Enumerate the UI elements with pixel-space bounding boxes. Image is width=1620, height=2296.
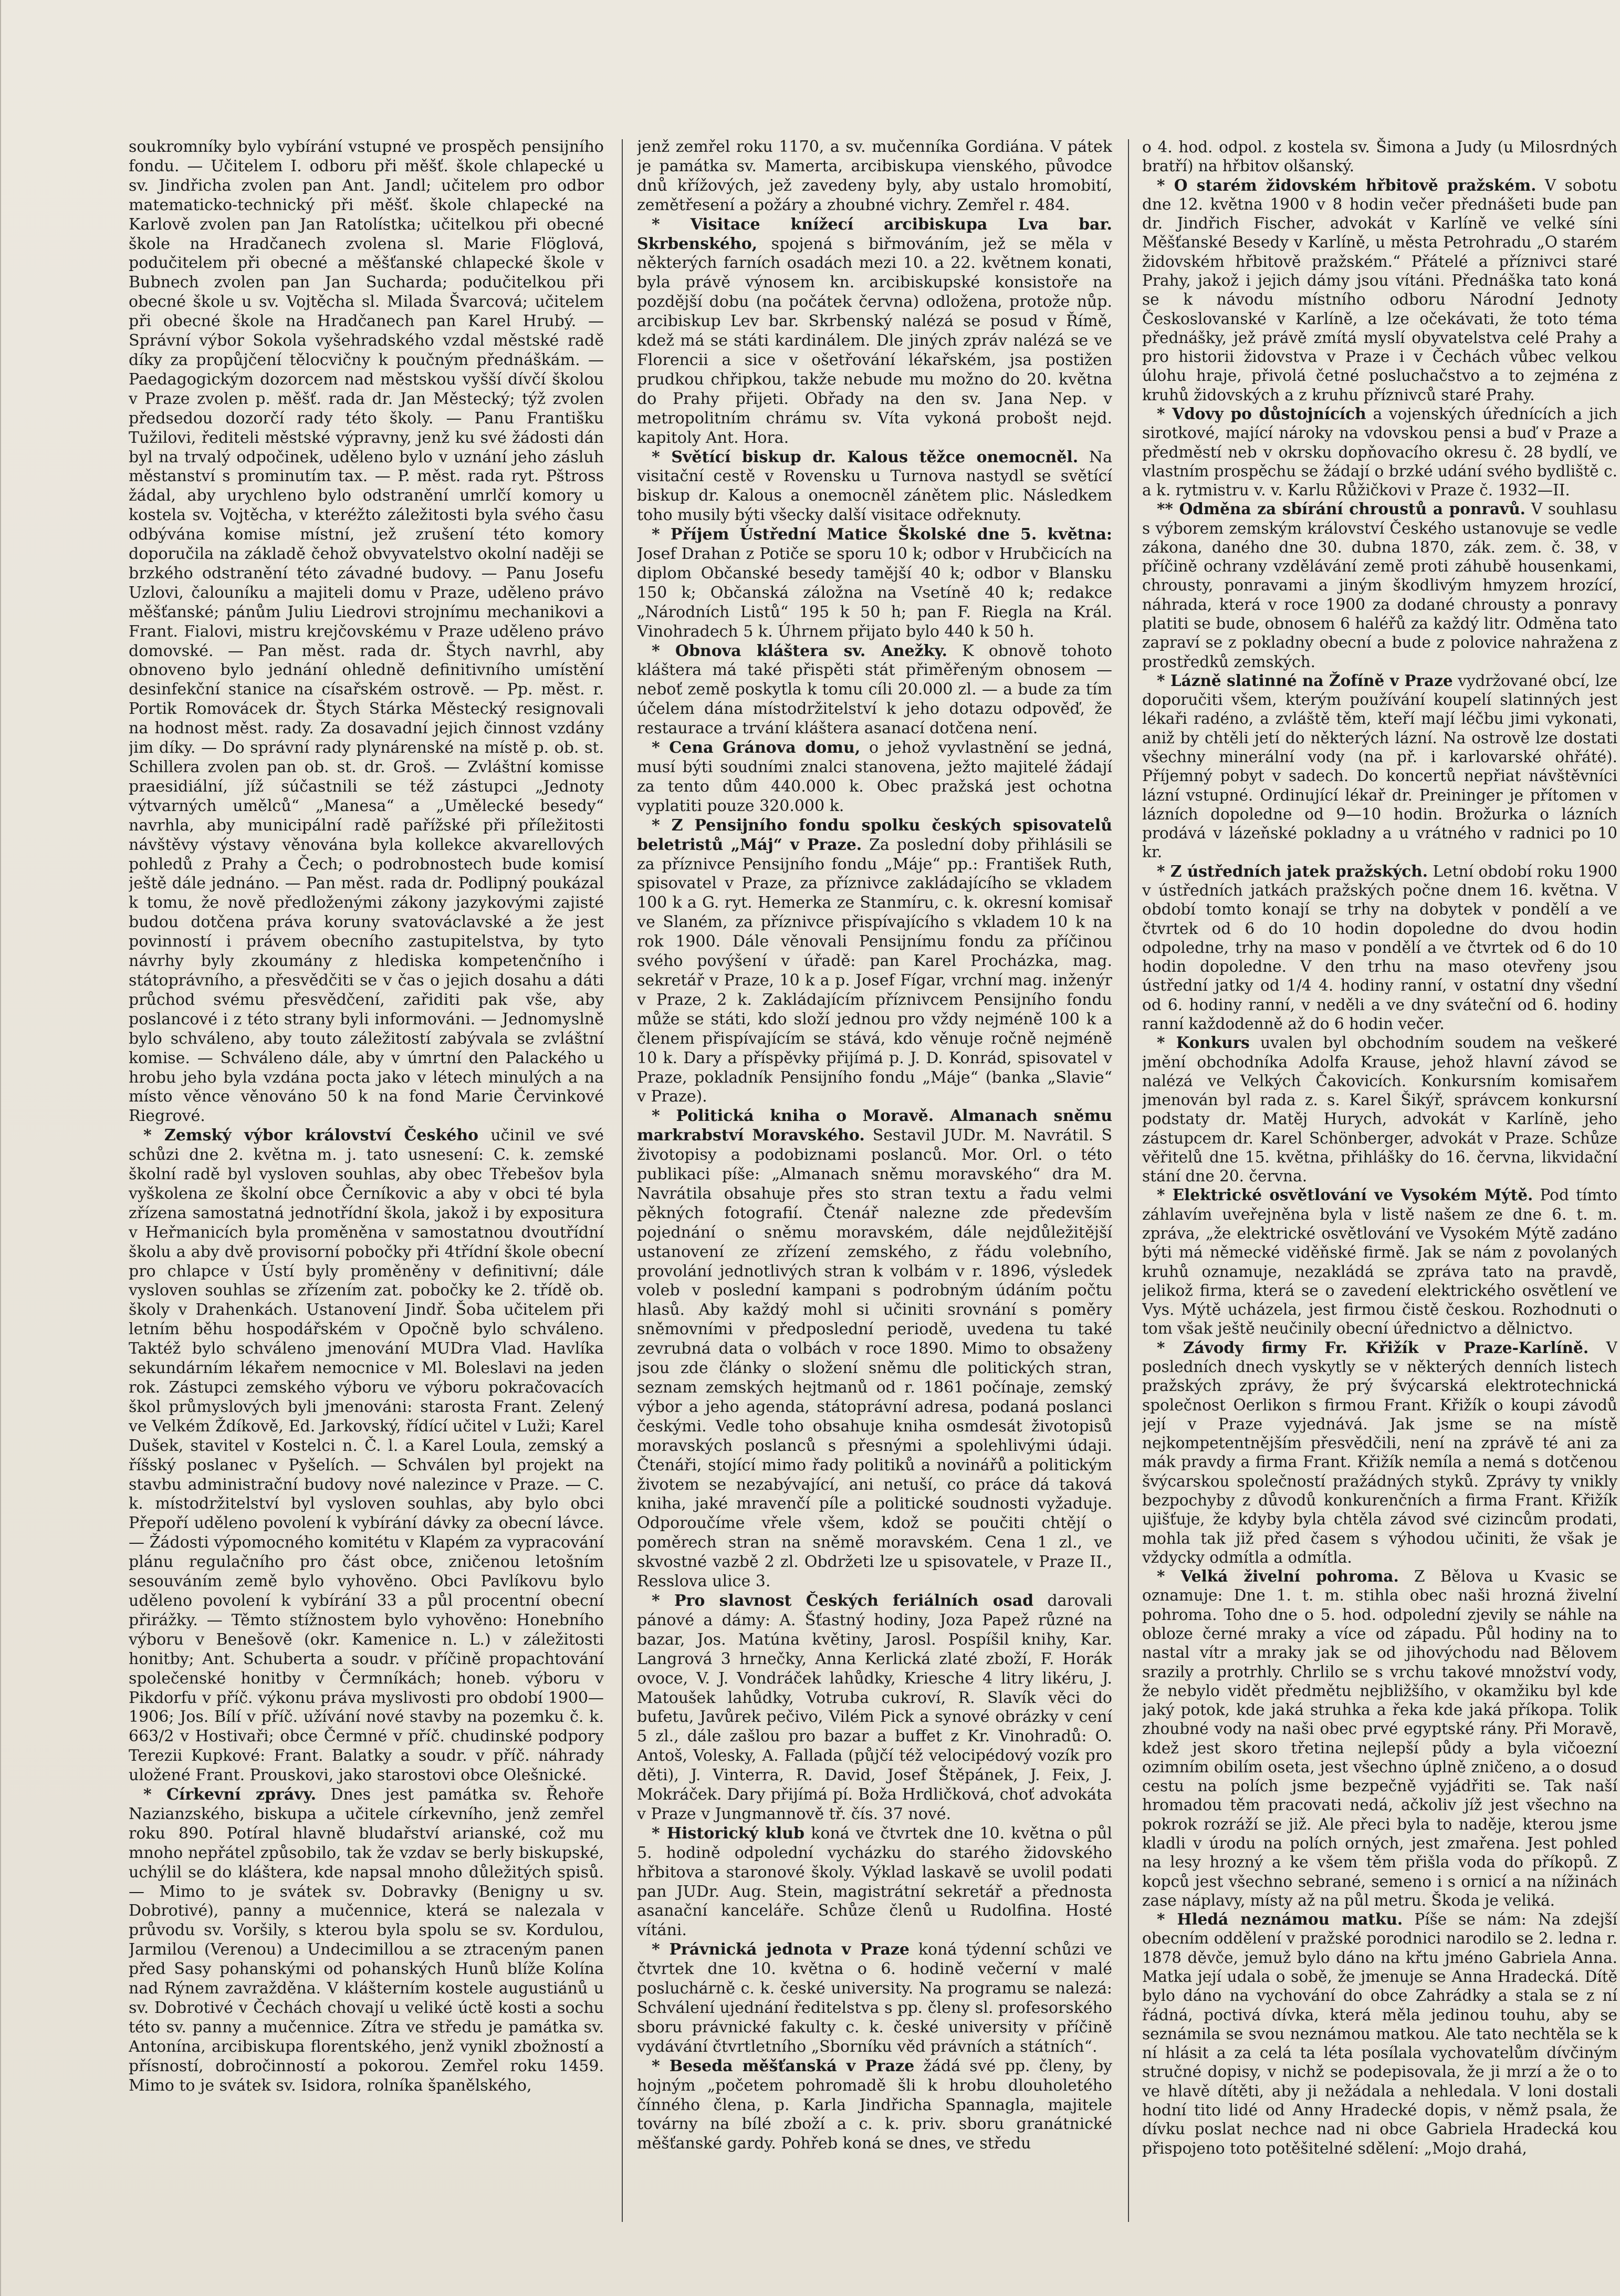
article-paragraph: o 4. hod. odpol. z kostela sv. Šimona a Judy (u Milosrdných bratří) na hřbitov olšanský. — [1142, 138, 1617, 175]
article-body: koná týdenní schůzi ve čtvrtek dne 10. května o 6. hodině večerní v malé posluchárně c. k. české university. Na programu se nalezá: Schválení ujednání ředitelstva s pp. členy sl. profesorského sboru právnické fakulty c. k. české university v příčině vydávání čtvrtletního „Sborníku věd právních a státních“. — [637, 1940, 1112, 2056]
column-2 — [637, 138, 1112, 2223]
article-body: Letní období roku 1900 v ústředních jatkách pražských počne dnem 16. května. V období tomto konají se trhy na dobytek v pondělí a ve čtvrtek od 6 do 10 hodin dopoledne do dvou hodin odpoledne, trhy na maso v pondělí a ve čtvrtek od 6 do 10 hodin dopoledne. V den trhu na maso otevřeny jsou ústřední jatky od 1/4 4. hodiny ranní, v ostatní dny všední od 6. hodiny ranní, v neděli a ve dny sváteční od 6. hodiny ranní každodenně až do 6 hodin večer. — [1142, 862, 1617, 1033]
column-rule — [1128, 139, 1129, 2222]
article-body: V posledních dnech vyskytly se v některých denních listech pražských zprávy, že prý švýcarská elektrotechnická společnost Oerlikon s firmou Frant. Křižík o koupi závodů její v Praze vyjednává. Jak jsme se na místě nejkompetentnějším přesvědčili, není na zprávě té ani za mák pravdy a firma Frant. Křižík nemíla a nemá s dotčenou švýcarskou společností pražádných styků. Zprávy ty vnikly bezpochyby z důvodů konkurenčních a firma Frant. Křižík ujišťuje, že kdyby byla chtěla závod své cizincům prodati, mohla tak již před časem s výhodou učiniti, že však je vždycky odmítla a odmítla. — [1142, 1338, 1617, 1566]
article-heading: * Politická kniha o Moravě. Almanach sněmu markrabství Moravského. — [637, 1107, 1112, 1145]
article-heading: * Z Pensijního fondu spolku českých spisovatelů beletristů „Máj“ v Praze. — [637, 816, 1112, 854]
article-heading: * Konkurs — [1157, 1033, 1250, 1052]
article-body: koná ve čtvrtek dne 10. května o půl 5. hodině odpolední vycházku do starého židovského hřbitova a staronové školy. Výklad laskavě se uvolil podati pan JUDr. Aug. Stein, magistrátní sekretář a přednosta asanační kanceláře. Schůze členů u Rudolfina. Hosté vítáni. — [637, 1824, 1112, 1940]
article — [1142, 404, 1617, 500]
page-edge-left — [0, 0, 1, 2296]
article-heading: * Hledá neznámou matku. — [1157, 1910, 1403, 1929]
article-heading: * Pro slavnost Českých feriálních osad — [652, 1591, 1034, 1610]
column-1 — [129, 138, 604, 2223]
article — [637, 1592, 1112, 1824]
article-paragraph: soukromníky bylo vybírání vstupné ve prospěch pensijního fondu. — Učitelem I. odboru při měšť. škole chlapecké u sv. Jindřicha zvolen pan Ant. Jandl; učitelem pro odbor matematicko-technický při měšť. škole chlapecké na Karlově zvolen pan Jan Ratolístka; učitelkou při obecné škole na Hradčanech zvolena sl. Marie Flöglová, podučitelem při obecné a měšťanské chlapecké škole v Bubnech zvolen pan Jan Sucharda; podučitelkou při obecné škole u sv. Vojtěcha sl. Milada Švarcová; učitelem při obecné škole na Hradčanech pan Karel Hrubý. — Správní výbor Sokola vyšehradského vzdal městské radě díky za propůjčení tělocvičny k poučným přednáškám. — Paedagogickým dozorcem nad městskou vyšší dívčí školou v Praze zvolen p. měšť. rada dr. Jan Městecký; týž zvolen předsedou dozorčí rady této školy. — Panu Františku Tužilovi, řediteli městské výpravny, jenž ku své žádosti dán byl na trvalý odpočinek, uděleno bylo v uznání jeho zásluh městanství s prominutím tax. — P. měst. rada ryt. Pštross žádal, aby urychleno bylo odstranění umrlčí komory u kostela sv. Vojtěcha, v kteréžto záležitosti byla svého času odbývána komise místní, jež zrušení této komory doporučila na základě čehož obvyvatelstvo okolní naději se brzkého odstranění této závadné budovy. — Panu Josefu Uzlovi, čalouníku a majiteli domu v Praze, uděleno právo měšťanské; pánům Juliu Liedrovi strojnímu mechanikovi a Frant. Fialovi, mistru krejčovskému v Praze uděleno právo domovské. — Pan měst. rada dr. Štych navrhl, aby obnoveno bylo jednání ohledně definitivního umístění desinfekční stanice na císařském ostrově. — Pp. měst. r. Portik Romovácek dr. Štych Stárka Městecký resignovali na hodnost měst. rady. Za dosavadní jejich činnost vzdány jim díky. — Do správní rady plynárenské na místě p. ob. st. Schillera zvolen pan ob. st. dr. Groš. — Zvláštní komisse praesidiální, jíž súčastnili se též zástupci „Jednoty výtvarných umělců“ „Manesa“ a „Umělecké besedy“ navrhla, aby municipální radě pařížské při příležitosti návštěvy výstavy věnována byla kollekce akvarellových pohledů z Prahy a Čech; o podrobnostech bude komisí ještě dále jednáno. — Pan měst. rada dr. Podlipný poukázal k tomu, že nově předloženými zákony jazykovými zajisté budou dotčena práva koruny svatováclavské a že jest povinností i právem obecního zastupitelstva, by tyto návrhy byly zkoumány z hlediska kompetenčního i státoprávního, a přesvědčiti se v čas o jejich dosahu a dáti průchod svému přesvědčení, zařiditi pak vše, aby poslancové i z této strany byli informováni. — Jednomyslně bylo schváleno, aby touto záležitostí zabývala se zvláštní komise. — Schváleno dále, aby v úmrtní den Palackého u hrobu jeho byla vzdána pocta jako v létech minulých a na místo věnce věnováno 50 k na fond Marie Červinkové Riegrové. — [129, 138, 604, 1126]
article — [1142, 1186, 1617, 1338]
article-heading: * Historický klub — [652, 1824, 805, 1843]
article-body: uvalen byl obchodním soudem na veškeré jmění obchodníka Adolfa Krause, jehož hlavní závod se nalézá ve Velkých Čakovicích. Konkursním komisařem jmenován byl rada z. s. Karel Šikýř, správcem konkursní podstaty dr. Matěj Hurych, advokát v Karlíně, jeho zástupcem dr. Karel Schönberger, advokát v Praze. Schůze věřitelů dne 15. května, přihlášky do 16. června, likvidační stání dne 20. června. — [1142, 1034, 1617, 1186]
article — [1142, 176, 1617, 404]
article-heading: * Z ústředních jatek pražských. — [1157, 861, 1428, 880]
article-body: Dnes jest památka sv. Řehoře Nazianzského, biskupa a učitele církevního, jenž zemřel roku 890. Potíral hlavně bludařství arianské, což mu mnoho nepřátel způsobilo, tak že vzdav se berly biskupské, uchýlil se do kláštera, kde napsal mnoho důležitých spisů. — Mimo to je svátek sv. Dobravky (Benigny u sv. Dobrotivé), panny a mučennice, která se nalezala v průvodu sv. Voršily, s kterou byla spolu se sv. Kordulou, Jarmilou (Verenou) a Undecimillou a se ztraceným panen před Sasy pohanskými od pohanských Hunů blíže Kolína nad Rýnem zavražděna. V klášterním kostele augustiánů u sv. Dobrotivé v Čechách chovají u veliké úctě kosti a sochu této sv. panny a mučennice. Zítra ve středu je památka sv. Antonína, arcibiskupa florentského, jenž vynikl zbožností a přísností, dobročinností a pokorou. Zemřel roku 1459. Mimo to je svátek sv. Isidora, rolníka španělského, — [129, 1785, 604, 2095]
article-body: Za poslední doby přihlásili se za příznivce Pensijního fondu „Máje“ pp.: František Ruth, spisovatel v Praze, za příznivce zakládajícího se vkladem 100 k a G. ryt. Hemerka ze Stanmíru, c. k. okresní komisař ve Slaném, za příznivce přispívajícího s vkladem 10 k na rok 1900. Dále věnovali Pensijnímu fondu za příčinou svého povýšení v úřadě: pan Karel Procházka, mag. sekretář v Praze, 10 k a p. Josef Fígar, vrchní mag. inženýr v Praze, 2 k. Zakládajícím příznivcem Pensijního fondu může se státi, kdo složí jednou pro vždy nejméně 100 k a členem přispívajícím se stává, kdo věnuje ročně nejméně 10 k. Dary a příspěvky přijímá p. J. D. Konrád, spisovatel v Praze, pokladník Pensijního fondu „Máje“ (banka „Slavie“ v Praze). — [637, 835, 1112, 1106]
article — [1142, 862, 1617, 1034]
article-body: Josef Drahan z Potiče se sporu 10 k; odbor v Hrubčicích na diplom Občanské besedy tamější 40 k; odbor v Blansku 150 k; Občanská záložna na Vsetíně 40 k; redakce „Národních Listů“ 195 k 50 h; pan F. Riegla na Král. Vinohradech 5 k. Úhrnem přijato bylo 440 k 50 h. — [637, 545, 1112, 641]
article — [129, 1126, 604, 1785]
article-heading: * O starém židovském hřbitově pražském. — [1157, 175, 1537, 194]
article-heading: * Visitace knížecí arcibiskupa Lva bar. Skrbenského, — [637, 215, 1112, 253]
article — [637, 1107, 1112, 1592]
article-body: učinil ve své schůzi dne 2. května m. j. tato usnesení: C. k. zemské školní radě byl vysloven souhlas, aby obec Třebešov byla vyškolena ze školní obce Černíkovic a aby v obci té byla zřízena samostatná jednotřídní škola, jakož i by expositura v Heřmanicích byla proměněna v samostatnou dvoutřídní školu a aby dvě provisorní pobočky při 4třídní škole obecní pro chlapce v Ústí byly proměněny v definitivní; dále vysloven souhlas se zřízením zat. pobočky ke 2. třídě ob. školy v Drahenkách. Ustanovení Jindř. Šoba učitelem při letním běhu hospodářském v Opočně bylo schváleno. Taktéž bylo schváleno jmenování MUDra Vlad. Havlíka sekundárním lékařem nemocnice v Ml. Boleslavi na jeden rok. Zástupci zemského výboru ve výboru pokračovacích škol průmyslových byli jmenováni: starosta Frant. Zelený ve Velkém Ždíkově, Ed. Jarkovský, řídící učitel v Luži; Karel Dušek, stavitel v Kostelci n. Č. l. a Karel Loula, zemský a říšský poslanec v Pyšelích. — Schválen byl projekt na stavbu administrační budovy nové nalezince v Praze. — C. k. místodržitelství byl vysloven souhlas, aby bylo obci Přepoří uděleno povolení k vybírání dávky za obecní lávce. — Žádosti výpomocného komitétu v Klapém za vypracování plánu regulačního pro část obce, zničenou letošním sesouváním země bylo vyhověno. Obci Pavlíkovu bylo uděleno povolení k vybírání 33 a půl procentní obecní přirážky. — Těmto stížnostem bylo vyhověno: Honebního výboru v Benešově (okr. Kamenice n. L.) v záležitosti honitby; Ant. Schuberta a soudr. v příčině propachtování společenské honitby v Čermníkách; honeb. výboru v Pikdorfu v příč. výkonu práva myslivosti pro období 1900—1906; Jos. Bílí v příč. užívání nové stavby na pozemku č. k. 663/2 v Hostivaři; obce Čermné v příč. chudinské podpory Terezii Kupkové: Frant. Balatky a soudr. v příč. náhrady uložené Frant. Prouskovi, jako starostovi obce Olešnické. — [129, 1126, 604, 1785]
article-body: Píše se nám: Na zdejší obecním oddělení v pražské porodnici narodilo se 2. ledna r. 1878 děvče, jemuž bylo dáno na křtu jméno Gabriela Anna. Matka její udala o sobě, že jmenuje se Anna Hradecká. Dítě bylo dáno na vychování do obce Zahrádky a stala se z ní řádná, poctivá dívka, která měla jedinou touhu, aby se seznámila se svou neznámou matkou. Ale tato nechtěla se k ní hlásit a za celá ta léta posílala vychovatelům dívčiným stručné dopisy, v nichž se podepisovala, že ji mrzí a že o to ve hlavě dítěti, aby ji nežádala a nehledala. V loni dostali hodní tito lidé od Anny Hradecké dopis, v němž psala, že dívku poslat nechce nad ni obce Gabriela Hradecká kou přispojeno toto potěšitelné sdělení: „Mojo drahá, — [1142, 1910, 1617, 2157]
article-body: darovali pánové a dámy: A. Šťastný hodiny, Joza Papež různé na bazar, Jos. Matúna květiny, Jarosl. Pospíšil knihy, Kar. Langrová 3 hrnečky, Anna Kerlická zlaté zboží, F. Horák ovoce, V. J. Vondráček lahůdky, Kriesche 4 litry likéru, J. Matoušek lahůdky, Votruba cukroví, R. Slavík věci do bufetu, Javůrek pečivo, Vilém Pick a synové obrázky v cení 5 zl., dále zašlou pro bazar a buffet z Kr. Vinohradů: O. Antoš, Volesky, A. Fallada (půjčí též velocipédový vozík pro děti), J. Vinterra, R. David, Josef Štěpánek, J. Feix, J. Mokráček. Dary přijímá pí. Boža Hrdličková, choť advokáta v Praze v Jungmannově tř. čís. 37 nové. — [637, 1591, 1112, 1823]
article — [637, 448, 1112, 526]
article-body: K obnově tohoto kláštera má také přispěti stát přiměřeným obnosem — neboť země poskytla k tomu cíli 20.000 zl. — a bude za tím účelem dána místodržitelství k jeho dotazu odpověď, že restaurace a trvání kláštera asanací dotčena není. — [637, 641, 1112, 738]
article — [637, 1940, 1112, 2056]
article — [637, 1824, 1112, 1940]
article-body: Sestavil JUDr. M. Navrátil. S životopisy a podobiznami poslanců. Mor. Orl. o této publikaci píše: „Almanach sněmu moravského“ dra M. Navrátila obsahuje přes sto stran textu a řadu velmi pěkných fotografií. Čtenář nalezne zde především pojednání o sněmu moravském, dále nejdůležitější ustanovení ze zřízení zemského, z řádu volebního, provolání jednotlivých stran k volbám v r. 1896, výsledek voleb v poslední kampani s podrobným údáním počtu hlasů. Aby každý mohl si učiniti srovnání s poměry sněmovními v předposlední periodě, uvedena tu také zevrubná data o volbách v roce 1890. Mimo to obsaženy jsou zde články o složení sněmu dle politických stran, seznam zemských hejtmanů od r. 1861 počínaje, zemský výbor a jeho agenda, státoprávní adresa, podaná poslanci českými. Vedle toho obsahuje kniha osmdesát životopisů moravských poslanců s přesnými a spolehlivými údaji. Čtenáři, stojící mimo řady politiků a novinářů a politickým životem se nezabývající, ani netuší, co práce dá taková kniha, jaké mravenčí píle a politické soudnosti vyžaduje. Odporoučíme vřele všem, kdož se poučiti chtějí o poměrech stran na sněmě moravském. Cena 1 zl., ve skvostné vazbě 2 zl. Obdržeti lze u spisovatele, v Praze II., Resslova ulice 3. — [637, 1126, 1112, 1591]
article — [1142, 671, 1617, 862]
article-heading: * Vdovy po důstojnících — [1157, 404, 1366, 423]
article — [637, 816, 1112, 1107]
article-heading: * Lázně slatinné na Žofíně v Praze — [1157, 671, 1453, 690]
article — [637, 739, 1112, 816]
article-heading: * Velká živelní pohroma. — [1157, 1567, 1399, 1586]
article-body: žádá své pp. členy, by hojným „početem pohromadě šli k hrobu dlouholetého čínného člena, p. Karla Jindřicha Spannagla, majitele továrny na bílé zboží a c. k. priv. sboru granátnické měšťanské gardy. Pohřeb koná se dnes, ve středu — [637, 2056, 1112, 2153]
article-heading: * Světící biskup dr. Kalous těžce onemocněl. — [652, 448, 1079, 466]
article-body: Na visitační cestě v Rovensku u Turnova nastydl se světící biskup dr. Kalous a onemocněl zánětem plic. Následkem toho musily býti všecky další visitace odřeknuty. — [637, 448, 1112, 525]
article-heading: ** Odměna za sbírání chroustů a ponravů. — [1157, 500, 1525, 518]
article-heading: * Beseda měšťanská v Praze — [652, 2056, 915, 2075]
article — [1142, 1033, 1617, 1186]
article-paragraph: jenž zemřel roku 1170, a sv. mučenníka Gordiána. V pátek je památka sv. Mamerta, arcibiskupa vienského, původce dnů křížových, jež zavedeny byly, aby ustalo hromobití, zemětřesení a požáry a zhoubné vichry. Zemřel r. 484. — [637, 138, 1112, 214]
article — [637, 525, 1112, 641]
article-heading: * Cena Gránova domu, — [652, 739, 861, 757]
article-heading: * Zemský výbor království Českého — [143, 1126, 479, 1145]
article-heading: * Elektrické osvětlování ve Vysokém Mýtě. — [1157, 1186, 1533, 1204]
article-body: Pod tímto záhlavím uveřejněna byla v listě našem ze dne 6. t. m. zpráva, „že elektrické osvětlování ve Vysokém Mýtě zadáno býti má německé viděňské firmě. Jak se nám z povolaných kruhů oznamuje, nezakládá se zpráva tato na pravdě, jelikož firma, která se o zavedení elektrického osvětlení ve Vys. Mýtě ucházela, jest firmou čistě českou. Rozhodnuti o tom však ještě neučinily obecní úřednictvo a dělnictvo. — [1142, 1186, 1617, 1338]
article — [637, 642, 1112, 739]
article — [129, 1785, 604, 2096]
article — [1142, 1567, 1617, 1910]
article — [637, 2057, 1112, 2154]
article-body: V souhlasu s výborem zemským království Českého ustanovuje se vedle zákona, daného dne 30. dubna 1870, zák. zem. č. 38, v příčině ochrany vzdělávání země proti záhubě housenkami, chrousty, ponravami a jiným škodlivým hmyzem hrozící, náhrada, která v roce 1900 za dodané chrousty a ponravy platiti se bude, obnosem 6 haléřů za každý litr. Odměna tato zapraví se z pokladny obecní a bude z polovice nahražena z prostředků zemských. — [1142, 500, 1617, 671]
article-heading: * Příjem Ústřední Matice Školské dne 5. května: — [652, 525, 1112, 544]
article-heading: * Závody firmy Fr. Křižík v Praze-Karlíně. — [1157, 1338, 1589, 1357]
article-heading: * Právnická jednota v Praze — [652, 1940, 910, 1959]
column-3 — [1142, 138, 1617, 2223]
article-body: vydržované obcí, lze doporučiti všem, kterým používání koupelí slatinných jest lékaři radéno, a zvláště těm, kteří mají léčbu jimi vykonati, aniž by chtěli jetí do některých lázní. Na ostrově lze dostati všechny minerální vody (na př. i karlovarské ohřáté). Příjemný pobyt v sadech. Do koncertů nepřiat návštěvníci lázní vstupné. Ordinující lékař dr. Preininger je přítomen v lázních dopoledne od 9—10 hodin. Brožurka o lázních prodává v lázeňské pokladny a u vrátného v radnici po 10 kr. — [1142, 671, 1617, 861]
article-body: V sobotu dne 12. května 1900 v 8 hodin večer přednášeti bude pan dr. Jindřich Fischer, advokát v Karlíně ve velké síni Měšťanské Besedy v Karlíně, u města Petrohradu „O starém židovském hřbitově pražském.“ Přátelé a příznivci staré Prahy, jakož i jejich dámy jsou vítáni. Přednáška tato koná se k návodu místního odboru Národní Jednoty Českoslovanské v Karlíně, a lze očekávati, že toto téma přednášky, jež právě zmítá myslí obyvatelstva celé Prahy a pro historii židovstva v Praze i v Čechách vůbec velkou úlohu hraje, přivolá četné posluchačstvo a to zejména z kruhů židovských a z kruhu příznivců staré Prahy. — [1142, 176, 1617, 404]
column-rule — [622, 139, 623, 2222]
article-body: spojená s biřmováním, jež se měla v některých farních osadách mezi 10. a 22. květnem konati, byla právě výnosem kn. arcibiskupské konsistoře na pozdější dobu (na počátek června) odložena, protože nůp. arcibiskup Lev bar. Skrbenský nalézá se posud v Římě, kdež má se státi kardinálem. Dle jiných zpráv nalézá se ve Florencii a sice v ošetřování lékařském, jsa postižen prudkou chřipkou, takže nebude mu možno do 20. května do Prahy přijeti. Obřady na den sv. Jana Nep. v metropolitním chrámu sv. Víta vykoná probošt nejd. kapitoly Ant. Hora. — [637, 234, 1112, 447]
article-body: a vojenských úřednících a jich sirotkové, mající nároky na vdovskou pensi a buď v Praze a předměstí neb v okrsku dopňovacího okresu č. 28 bydlí, ve vlastním prospěchu se žádají o brzké udání svého bydliště c. a k. rytmistru v. v. Karlu Růžičkovi v Praze č. 1932—II. — [1142, 404, 1617, 500]
article — [637, 215, 1112, 448]
article-heading: * Obnova kláštera sv. Anežky. — [652, 641, 947, 660]
article-heading: * Církevní zprávy. — [143, 1785, 317, 1804]
article-body: o jehož vyvlastnění se jedná, musí býti soudními znalci stanovena, ježto majitelé žádají za tento dům 440.000 k. Obec pražská jest ochotna vyplatiti pouze 320.000 k. — [637, 739, 1112, 815]
article — [1142, 1338, 1617, 1567]
article — [1142, 500, 1617, 671]
article — [1142, 1910, 1617, 2158]
article-body: Z Bělova u Kvasic se oznamuje: Dne 1. t. m. stihla obec naši hrozná živelní pohroma. Toho dne o 5. hod. odpolední zjevily se náhle na obloze černé mraky a více od západu. Půl hodiny na to nastal vítr a mraky jak se od jihovýchodu nad Bělovem srazily a protrhly. Chrlilo se s vrchu takové množství vody, že nebylo vidět předmětu nejbližšího, v okamžiku byl kde jaký potok, kde jaká struhka a řeka kde jaká příkopa. Tolik zhoubné vody na naši obec prvé egyptské rány. Při Moravě, kdež jest skoro třetina nejlepší půdy a byla vičoezní ozimním obilím oseta, jest všechno úplně zničeno, a o dosud cestu na polích jsme bezpečně vyjádřiti se. Tak naší hromadou těm pracovati nedá, ačkoliv jíž jest všechno na pokrok rozráží se již. Ale přeci byla to naděje, kterou jsme kladli v úrodu na polích orných, jest zmařena. Jest pohled na lesy hrozný a ke všem těm přišla voda do příkopů. Z kopců jest všechno sebrané, semeno i s ornicí a na nížinách zase náplavy, místy až na půl metru. Škoda je veliká. — [1142, 1567, 1617, 1909]
